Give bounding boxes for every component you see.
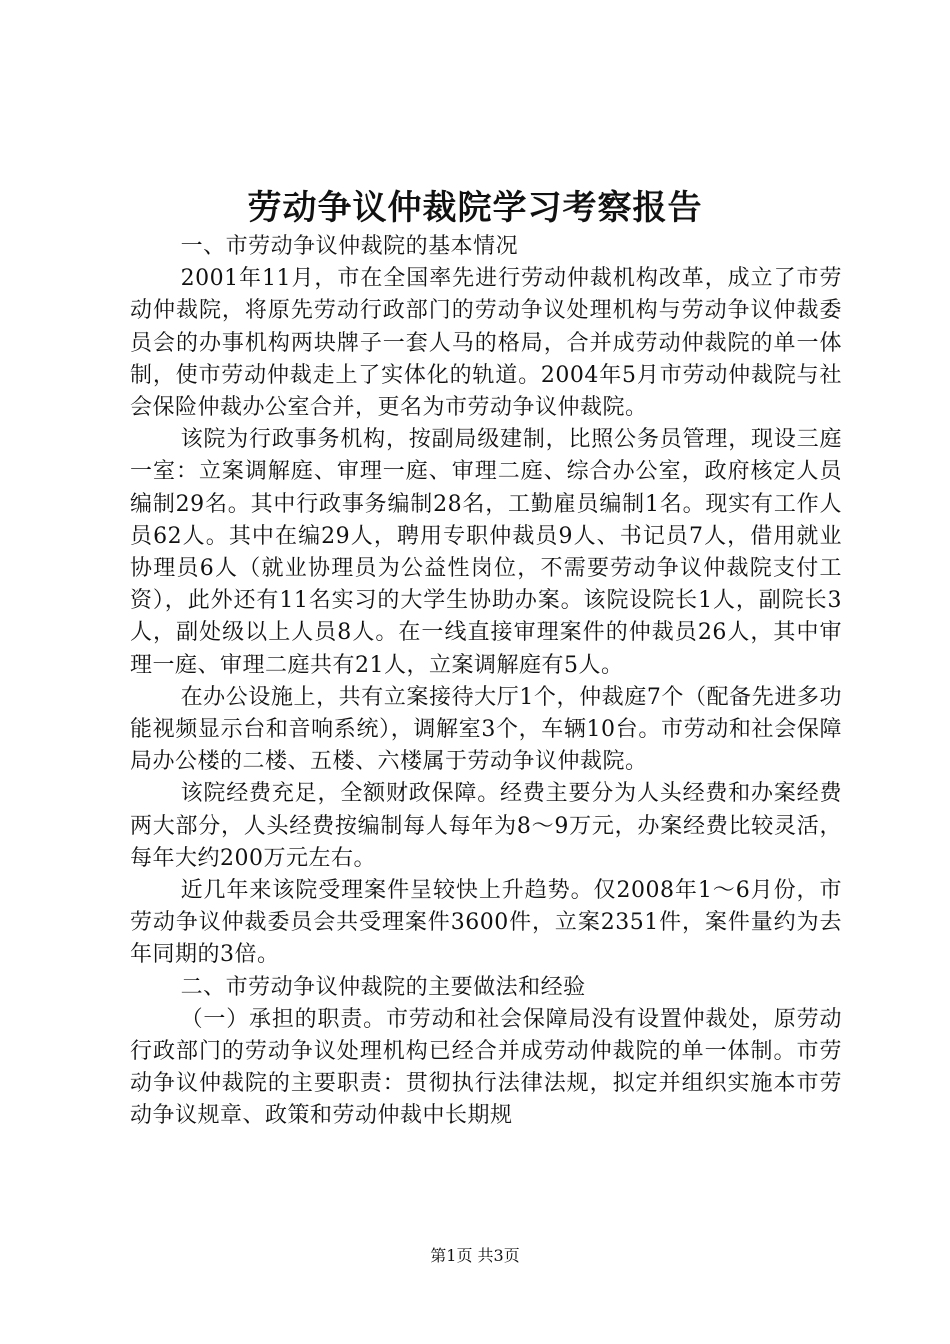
page-number-footer: 第1页 共3页: [430, 1246, 520, 1265]
paragraph-caseload: 近几年来该院受理案件呈较快上升趋势。仅2008年1～6月份，市劳动争议仲裁委员会共受理案件3600件，立案2351件，案件量约为去年同期的3倍。: [130, 878, 842, 968]
section-heading-1: 一、市劳动争议仲裁院的基本情况: [180, 234, 519, 259]
document-body: [130, 231, 842, 1133]
paragraph-funding: 该院经费充足，全额财政保障。经费主要分为人头经费和办案经费两大部分，人头经费按编制每人每年为8～9万元，办案经费比较灵活，每年大约200万元左右。: [130, 781, 842, 871]
paragraph-duties: （一）承担的职责。市劳动和社会保障局没有设置仲裁处，原劳动行政部门的劳动争议处理机构已经合并成劳动仲裁院的单一体制。市劳动争议仲裁院的主要职责：贯彻执行法律法规，拟定并组织实施本市劳动争议规章、政策和劳动仲裁中长期规: [130, 1006, 842, 1129]
paragraph-establishment: 2001年11月，市在全国率先进行劳动仲裁机构改革，成立了市劳动仲裁院，将原先劳动行政部门的劳动争议处理机构与劳动争议仲裁委员会的办事机构两块牌子一套人马的格局，合并成劳动仲裁院的单一体制，使市劳动仲裁走上了实体化的轨道。2004年5月市劳动仲裁院与社会保险仲裁办公室合并，更名为市劳动争议仲裁院。: [130, 266, 842, 421]
paragraph-staffing: 该院为行政事务机构，按副局级建制，比照公务员管理，现设三庭一室：立案调解庭、审理一庭、审理二庭、综合办公室，政府核定人员编制29名。其中行政事务编制28名，工勤雇员编制1名。现实有工作人员62人。其中在编29人，聘用专职仲裁员9人、书记员7人，借用就业协理员6人（就业协理员为公益性岗位，不需要劳动争议仲裁院支付工资），此外还有11名实习的大学生协助办案。该院设院长1人，副院长3人，副处级以上人员8人。在一线直接审理案件的仲裁员26人，其中审理一庭、审理二庭共有21人，立案调解庭有5人。: [130, 427, 842, 678]
section-heading-2: 二、市劳动争议仲裁院的主要做法和经验: [180, 974, 586, 1000]
document-title: 劳动争议仲裁院学习考察报告: [247, 188, 703, 228]
paragraph-facilities: 在办公设施上，共有立案接待大厅1个，仲裁庭7个（配备先进多功能视频显示台和音响系统），调解室3个，车辆10台。市劳动和社会保障局办公楼的二楼、五楼、六楼属于劳动争议仲裁院。: [130, 684, 842, 775]
